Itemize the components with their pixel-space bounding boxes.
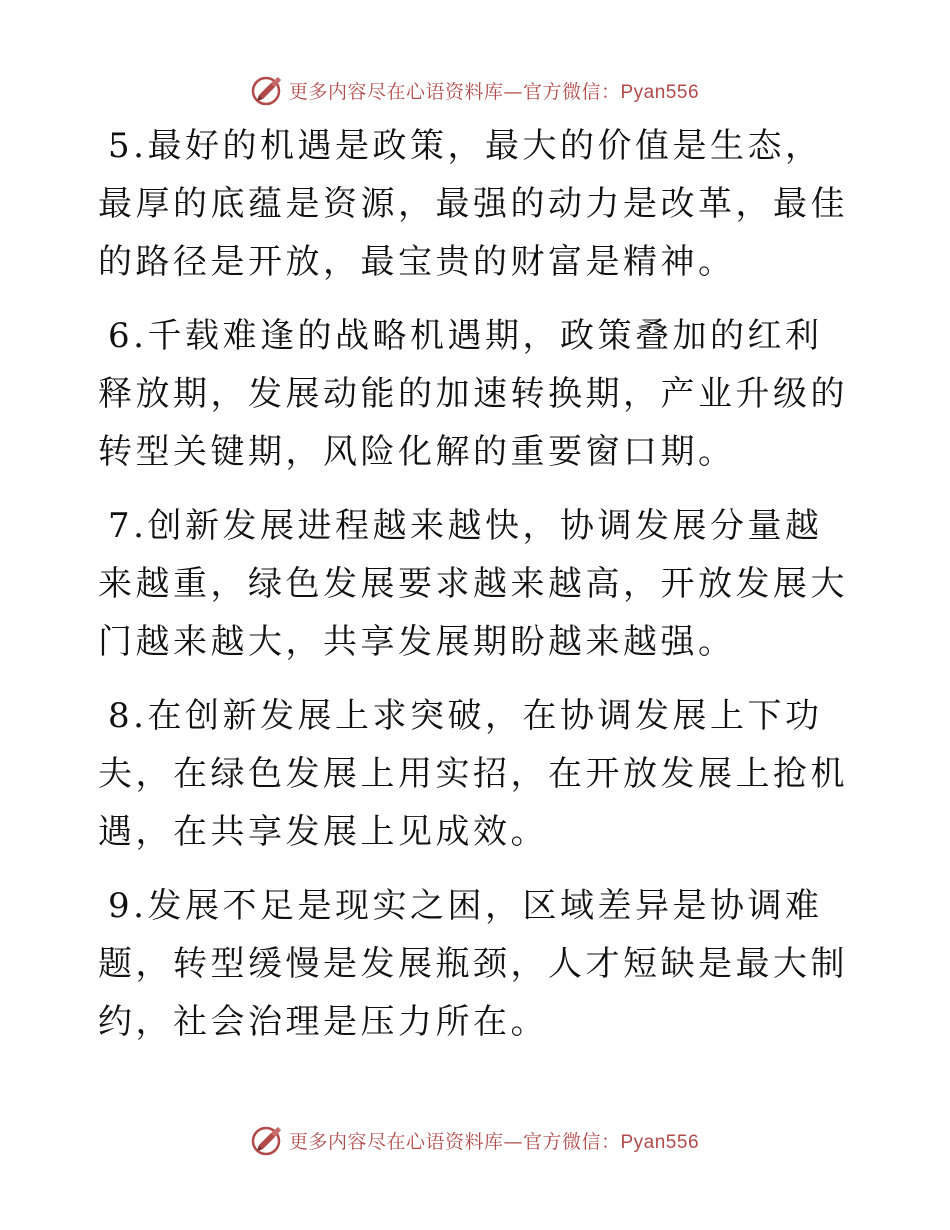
watermark-dash: — xyxy=(503,80,523,103)
book-pen-logo-icon xyxy=(251,73,285,107)
watermark-main: 更多内容尽在心语资料库 xyxy=(288,80,504,103)
paragraph-6: 6.千载难逢的战略机遇期，政策叠加的红利释放期，发展动能的加速转换期，产业升级的转型关键期，风险化解的重要窗口期。 xyxy=(98,316,848,472)
paragraph-8: 8.在创新发展上求突破，在协调发展上下功夫，在绿色发展上用实招，在开放发展上抢机遇，在共享发展上见成效。 xyxy=(98,696,848,852)
watermark-text xyxy=(289,77,699,104)
header-watermark xyxy=(0,70,950,110)
watermark-main: 更多内容尽在心语资料库 xyxy=(288,1130,504,1153)
watermark-handle: Pyan556 xyxy=(620,81,700,103)
footer-watermark xyxy=(0,1120,950,1160)
paragraph-5: 5.最好的机遇是政策，最大的价值是生态，最厚的底蕴是资源，最强的动力是改革，最佳的路径是开放，最宝贵的财富是精神。 xyxy=(98,126,848,282)
paragraph-9: 9.发展不足是现实之困，区域差异是协调难题，转型缓慢是发展瓶颈，人才短缺是最大制约，社会治理是压力所在。 xyxy=(98,886,848,1042)
paragraph-7: 7.创新发展进程越来越快，协调发展分量越来越重，绿色发展要求越来越高，开放发展大门越来越大，共享发展期盼越来越强。 xyxy=(98,506,848,662)
watermark-label: 官方微信： xyxy=(522,1130,621,1153)
book-pen-logo-icon xyxy=(251,1123,285,1157)
watermark-dash: — xyxy=(503,1130,523,1153)
document-body xyxy=(98,117,858,1067)
watermark-label: 官方微信： xyxy=(522,80,621,103)
watermark-text xyxy=(289,1127,699,1154)
watermark-handle: Pyan556 xyxy=(620,1131,700,1153)
